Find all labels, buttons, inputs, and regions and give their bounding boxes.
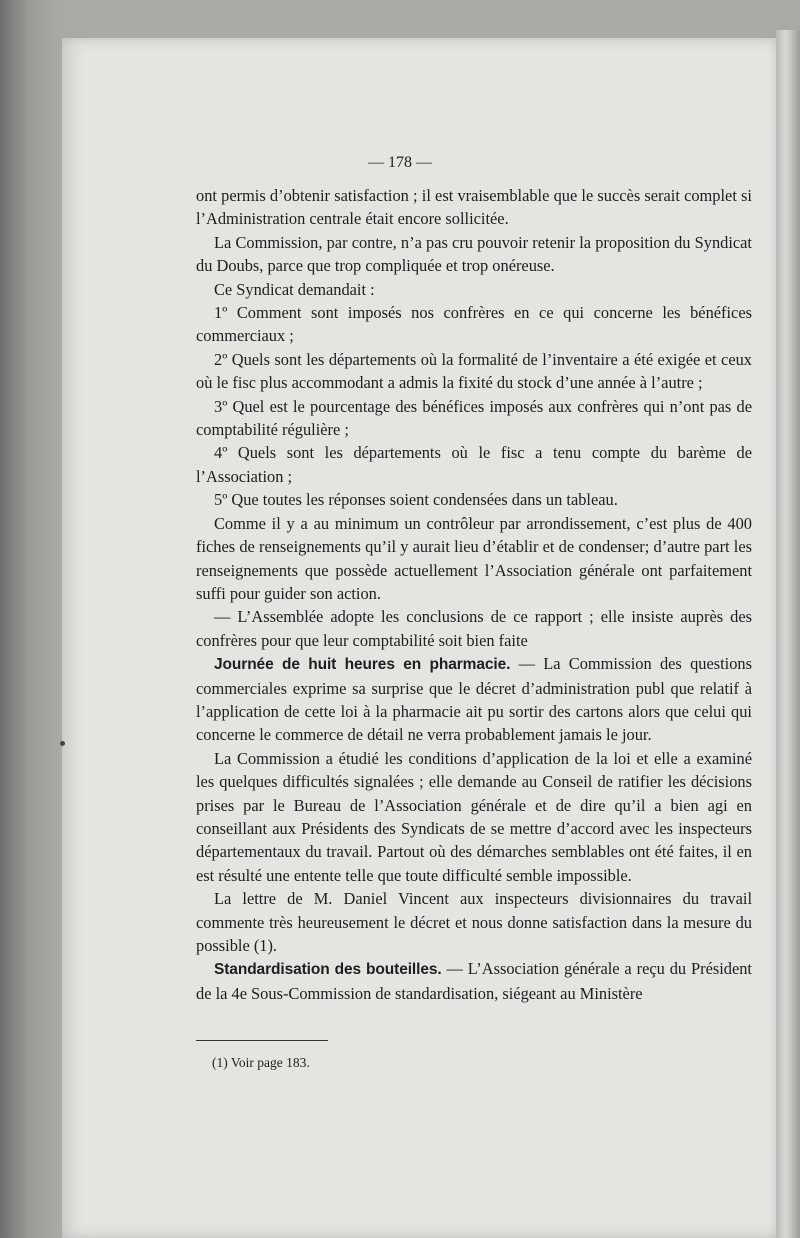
paragraph-13: La lettre de M. Daniel Vincent aux inspecteurs divisionnaires du travail commente très heureusement le décret et nous donne satisfaction dans la mesure du possible (1). bbox=[196, 889, 752, 955]
paragraph-9: Comme il y a au minimum un contrôleur par arrondissement, c’est plus de 400 fiches de renseignements qu’il y aurait lieu d’établir et de condenser; d’autre part les renseignements que possède actuellement l’Association générale ont parfaitement suffi pour guider son action. bbox=[196, 513, 752, 603]
paragraph-5: 2º Quels sont les départements où la formalité de l’inventaire a été exigée et ceux où le fisc plus accommodant a admis la fixité du stock d’une année à l’autre ; bbox=[196, 349, 752, 393]
next-page-edge bbox=[776, 30, 800, 1238]
footnote: (1) Voir page 183. bbox=[212, 1055, 310, 1070]
paragraph-14-text: — L’Association générale a reçu du Président de la 4e Sous-Commission de standardisation, siégeant au Ministère bbox=[196, 959, 752, 1003]
paragraph-8: 5º Que toutes les réponses soient condensées dans un tableau. bbox=[214, 490, 618, 510]
paragraph-14 bbox=[196, 957, 752, 1005]
footnote-rule bbox=[196, 1040, 328, 1041]
paragraph-11-text: — La Commission des questions commerciales exprime sa surprise que le décret d’administration publ que relatif à l’application de cette loi à la pharmacie ait pu sortir des cartons alors que celui qui concerne le commerce de détail ne verra probablement jamais le jour. bbox=[196, 654, 752, 745]
paragraph-12: La Commission a étudié les conditions d’application de la loi et elle a examiné les quelques difficultés signalées ; elle demande au Conseil de ratifier les décisions prises par le Bureau de l’Association générale et de dire qu’il a bien agi en conseillant aux Présidents des Syndicats de se mettre d’accord avec les inspecteurs départementaux du travail. Partout où des démarches semblables ont été faites, il en est résulté une entente telle que toute difficulté semble impossible. bbox=[196, 748, 752, 885]
paragraph-7: 4º Quels sont les départements où le fisc a tenu compte du barème de l’Association ; bbox=[196, 443, 752, 486]
paragraph-6: 3º Quel est le pourcentage des bénéfices imposés aux confrères qui n’ont pas de comptabilité régulière ; bbox=[196, 396, 752, 440]
margin-speck bbox=[60, 741, 65, 746]
body-text bbox=[196, 184, 752, 1005]
paragraph-3: Ce Syndicat demandait : bbox=[214, 279, 375, 299]
paragraph-4: 1º Comment sont imposés nos confrères en ce qui concerne les bénéfices commerciaux ; bbox=[196, 303, 752, 346]
paragraph-10: — L’Assemblée adopte les conclusions de ce rapport ; elle insiste auprès des confrères pour que leur comptabilité soit bien faite bbox=[196, 607, 752, 650]
page-number: — 178 — bbox=[368, 154, 432, 171]
paragraph-1: ont permis d’obtenir satisfaction ; il est vraisemblable que le succès serait complet si l’Administration centrale était encore sollicitée. bbox=[196, 186, 752, 229]
paragraph-11 bbox=[196, 652, 752, 747]
section-heading-journee: Journée de huit heures en pharmacie. bbox=[214, 656, 511, 674]
paragraph-2: La Commission, par contre, n’a pas cru pouvoir retenir la proposition du Syndicat du Doubs, parce que trop compliquée et trop onéreuse. bbox=[196, 232, 752, 276]
section-heading-standardisation: Standardisation des bouteilles. bbox=[214, 961, 442, 979]
